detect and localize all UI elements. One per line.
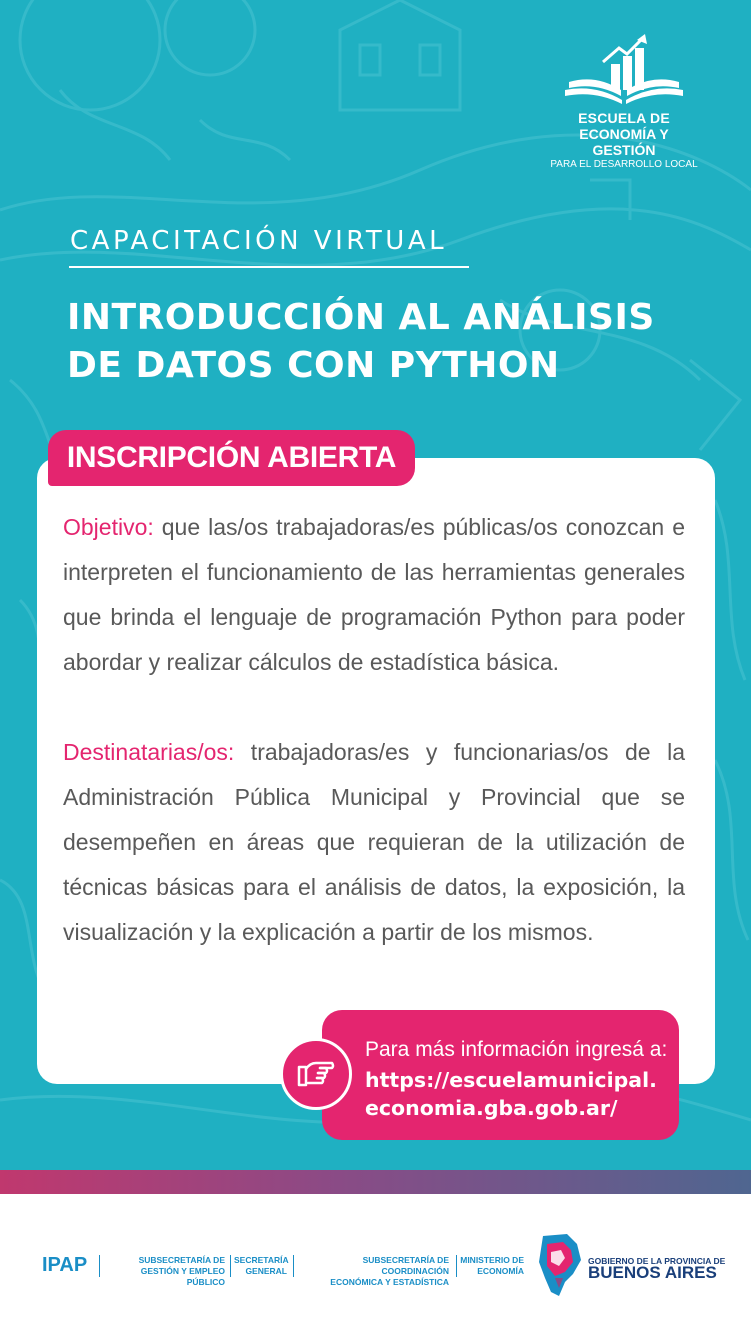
gov-line-2: BUENOS AIRES (588, 1263, 717, 1282)
more-info-url[interactable] (365, 1066, 657, 1122)
footer-sub2-line1: SECRETARÍA (234, 1255, 289, 1265)
footer-sub4-line1: MINISTERIO DE (460, 1255, 524, 1265)
more-info-intro: Para más información ingresá a: (365, 1038, 668, 1061)
footer-separator (456, 1255, 457, 1277)
url-line-2[interactable]: economia.gba.gob.ar/ (365, 1096, 618, 1120)
page-title (67, 294, 655, 390)
footer-subsecretaria-gestion (104, 1255, 225, 1288)
audience-label: Destinatarias/os: (63, 739, 235, 765)
footer-stripe (0, 1170, 751, 1194)
objective-label: Objetivo: (63, 514, 154, 540)
registration-badge: INSCRIPCIÓN ABIERTA (48, 430, 415, 486)
logo-line-1: ESCUELA DE (578, 110, 670, 126)
footer-ministerio (460, 1255, 524, 1277)
footer-sub1-line2: GESTIÓN Y EMPLEO PÚBLICO (140, 1266, 225, 1287)
province-map-icon (537, 1232, 583, 1298)
footer-sub1-line1: SUBSECRETARÍA DE (138, 1255, 225, 1265)
title-line-2: DE DATOS CON PYTHON (67, 345, 560, 386)
footer-separator (293, 1255, 294, 1277)
footer-separator (230, 1255, 231, 1277)
kicker: CAPACITACIÓN VIRTUAL (70, 226, 448, 256)
ipap-logo: IPAP (42, 1254, 88, 1276)
more-info-box[interactable] (322, 1010, 679, 1140)
pointing-hand-icon (280, 1038, 352, 1110)
logo-line-2: ECONOMÍA Y GESTIÓN (579, 126, 669, 158)
book-growth-icon (561, 34, 687, 110)
footer-secretaria-general (234, 1255, 287, 1277)
title-line-1: INTRODUCCIÓN AL ANÁLISIS (67, 297, 655, 338)
footer-sub2-line2: GENERAL (245, 1266, 287, 1276)
audience-text: trabajadoras/es y funcionarias/os de la Administración Pública Municipal y Provincial que se desempeñen en áreas que requieran de la utilización de técnicas básicas para el análisis de datos, la exposición, la visualización y la explicación a partir de los mismos. (63, 739, 685, 945)
footer-sub3-line2: ECONÓMICA Y ESTADÍSTICA (330, 1277, 449, 1287)
footer-sub4-line2: ECONOMÍA (477, 1266, 524, 1276)
footer-subsecretaria-coordinacion (298, 1255, 449, 1288)
objective-text: que las/os trabajadoras/es públicas/os conozcan e interpreten el funcionamiento de las herramientas generales que brinda el lenguaje de programación Python para poder abordar y realizar cálculos de estadística básica. (63, 514, 685, 675)
audience-paragraph (63, 730, 685, 955)
school-logo (549, 34, 699, 172)
footer-separator (99, 1255, 100, 1277)
kicker-underline (69, 266, 469, 268)
objective-paragraph (63, 505, 685, 685)
footer-sub3-line1: SUBSECRETARÍA DE COORDINACIÓN (362, 1255, 449, 1276)
gov-line-1: GOBIERNO DE LA PROVINCIA DE (588, 1256, 726, 1266)
url-line-1[interactable]: https://escuelamunicipal. (365, 1068, 657, 1092)
logo-line-3: PARA EL DESARROLLO LOCAL (550, 159, 698, 170)
